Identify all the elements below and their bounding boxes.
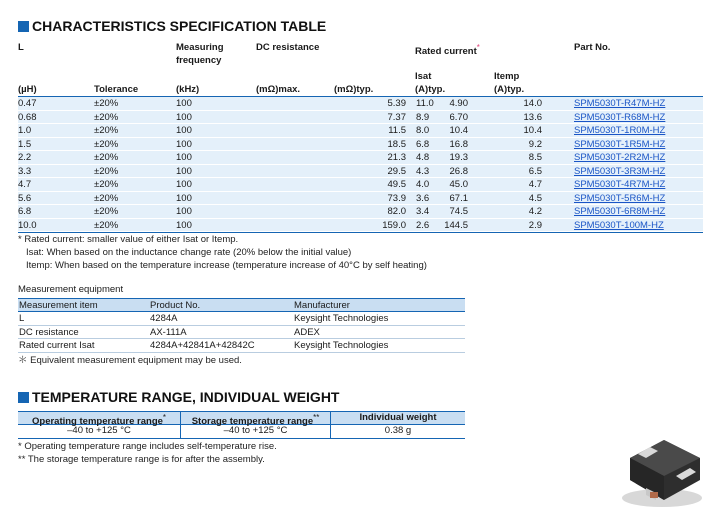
cell-typ: 74.5 — [449, 206, 468, 217]
cell-itemp: 14.0 — [523, 98, 542, 109]
cell-l: 1.5 — [18, 138, 32, 150]
value-storage-temp: –40 to +125 °C — [181, 425, 331, 438]
section-square-icon — [18, 392, 29, 403]
cell-max: 29.5 — [387, 165, 406, 177]
cell-l: 3.3 — [18, 165, 32, 177]
cell-isat: 4.8 — [416, 152, 430, 163]
spec-table — [18, 41, 703, 233]
cell-l: 2.2 — [18, 152, 32, 163]
cell-itemp: 2.9 — [528, 219, 542, 231]
cell-product: 4284A+42841A+42842C — [150, 340, 255, 351]
cell-itemp: 6.5 — [528, 165, 542, 177]
header-storage-temp: Storage temperature range** — [181, 412, 331, 424]
cell-tol: ±20% — [94, 219, 119, 231]
cell-itemp: 9.2 — [528, 138, 542, 150]
cell-tol: ±20% — [94, 206, 119, 217]
cell-typ: 19.3 — [449, 152, 468, 163]
cell-l: 5.6 — [18, 192, 32, 204]
header-tolerance: Tolerance — [94, 84, 139, 95]
measurement-header-item: Measurement item — [19, 300, 98, 311]
cell-max: 49.5 — [387, 179, 406, 190]
cell-isat: 4.0 — [416, 179, 430, 190]
header-frequency-1: Measuring — [176, 42, 224, 53]
part-number-link[interactable]: SPM5030T-4R7M-HZ — [574, 179, 666, 190]
cell-product: 4284A — [150, 313, 178, 324]
table-row — [18, 178, 703, 192]
cell-itemp: 10.4 — [523, 125, 542, 136]
measurement-table — [18, 298, 465, 353]
cell-typ: 45.0 — [449, 179, 468, 190]
cell-freq: 100 — [176, 165, 192, 177]
spec-table-header — [18, 41, 703, 97]
cell-tol: ±20% — [94, 111, 119, 123]
cell-max: 11.5 — [388, 125, 406, 136]
measurement-title: Measurement equipment — [18, 284, 124, 295]
cell-l: 0.68 — [18, 111, 37, 123]
cell-itemp: 4.5 — [528, 192, 542, 204]
table-row — [18, 111, 703, 125]
cell-freq: 100 — [176, 125, 192, 136]
table-row — [18, 339, 465, 353]
header-dc-resistance: DC resistance — [256, 42, 320, 53]
temperature-table — [18, 411, 465, 439]
header-frequency-2: frequency — [176, 55, 222, 66]
cell-freq: 100 — [176, 138, 192, 150]
cell-itemp: 4.7 — [528, 179, 542, 190]
cell-freq: 100 — [176, 111, 192, 123]
cell-product: AX-111A — [150, 326, 187, 338]
measurement-body — [18, 312, 465, 353]
part-number-link[interactable]: SPM5030T-R68M-HZ — [574, 111, 666, 123]
cell-item: L — [19, 313, 25, 324]
cell-max: 159.0 — [382, 219, 406, 231]
cell-tol: ±20% — [94, 192, 119, 204]
header-part-no: Part No. — [574, 42, 611, 53]
measurement-header-maker: Manufacturer — [294, 300, 350, 311]
table-row — [18, 205, 703, 219]
cell-isat: 2.6 — [416, 219, 430, 231]
note-isat: Isat: When based on the inductance change rate (20% below the initial value) — [26, 247, 352, 258]
table-row — [18, 219, 703, 233]
header-l: L — [18, 42, 24, 53]
note-rated-current: * Rated current: smaller value of either Isat or Itemp. — [18, 234, 239, 245]
cell-l: 0.47 — [18, 98, 37, 109]
cell-max: 18.5 — [387, 138, 406, 150]
cell-isat: 8.9 — [416, 111, 430, 123]
cell-tol: ±20% — [94, 179, 119, 190]
cell-isat: 11.0 — [416, 98, 434, 109]
cell-freq: 100 — [176, 206, 192, 217]
spec-table-body — [18, 97, 703, 233]
cell-freq: 100 — [176, 179, 192, 190]
table-row — [18, 312, 465, 326]
note-itemp: Itemp: When based on the temperature increase (temperature increase of 40°C by self heating) — [26, 260, 427, 271]
cell-max: 21.3 — [387, 152, 406, 163]
cell-max: 73.9 — [387, 192, 406, 204]
part-number-link[interactable]: SPM5030T-100M-HZ — [574, 219, 664, 231]
part-number-link[interactable]: SPM5030T-3R3M-HZ — [574, 165, 666, 177]
header-itemp-unit: (A)typ. — [494, 84, 525, 95]
cell-typ: 26.8 — [449, 165, 468, 177]
cell-maker: ADEX — [294, 326, 320, 338]
table-row — [18, 192, 703, 206]
table-row — [18, 151, 703, 165]
table-row — [18, 124, 703, 138]
part-number-link[interactable]: SPM5030T-R47M-HZ — [574, 98, 666, 109]
cell-freq: 100 — [176, 192, 192, 204]
measurement-header — [18, 298, 465, 312]
spec-notes — [18, 233, 427, 272]
table-row — [18, 165, 703, 179]
cell-itemp: 8.5 — [528, 152, 542, 163]
cell-freq: 100 — [176, 219, 192, 231]
cell-l: 4.7 — [18, 179, 32, 190]
part-number-link[interactable]: SPM5030T-2R2M-HZ — [574, 152, 666, 163]
cell-isat: 8.0 — [416, 125, 430, 136]
cell-typ: 16.8 — [449, 138, 468, 150]
cell-max: 7.37 — [387, 111, 406, 123]
note-storage-temp: ** The storage temperature range is for after the assembly. — [18, 454, 265, 465]
cell-itemp: 4.2 — [528, 206, 542, 217]
cell-freq: 100 — [176, 152, 192, 163]
cell-maker: Keysight Technologies — [294, 340, 389, 351]
header-isat: Isat — [415, 71, 432, 82]
cell-typ: 67.1 — [449, 192, 468, 204]
cell-freq: 100 — [176, 98, 192, 109]
value-operating-temp: –40 to +125 °C — [18, 425, 181, 438]
cell-tol: ±20% — [94, 152, 119, 163]
header-itemp: Itemp — [494, 71, 520, 82]
value-weight: 0.38 g — [384, 425, 412, 436]
temperature-header — [18, 412, 465, 428]
part-number-link[interactable]: SPM5030T-1R0M-HZ — [574, 125, 666, 136]
cell-l: 1.0 — [18, 125, 32, 136]
section-square-icon — [18, 21, 29, 32]
cell-itemp: 13.6 — [523, 111, 542, 123]
table-row — [18, 138, 703, 152]
cell-typ: 6.70 — [449, 111, 468, 123]
temp-section-title: TEMPERATURE RANGE, INDIVIDUAL WEIGHT — [18, 389, 340, 405]
temperature-notes — [18, 440, 277, 466]
cell-maker: Keysight Technologies — [294, 313, 389, 324]
header-operating-temp: Operating temperature range* — [18, 412, 181, 424]
measurement-note: ＊ Equivalent measurement equipment may be used. — [18, 355, 242, 366]
measurement-header-product: Product No. — [150, 300, 201, 311]
spec-section-title: CHARACTERISTICS SPECIFICATION TABLE — [18, 18, 326, 34]
cell-l: 10.0 — [18, 219, 37, 231]
header-l-unit: (µH) — [18, 84, 37, 95]
cell-typ: 4.90 — [449, 98, 468, 109]
temperature-values — [18, 425, 465, 438]
note-operating-temp: * Operating temperature range includes self-temperature rise. — [18, 441, 277, 452]
cell-typ: 144.5 — [444, 219, 468, 231]
table-row — [18, 326, 465, 340]
cell-tol: ±20% — [94, 138, 119, 150]
cell-isat: 3.4 — [416, 206, 430, 217]
header-weight: Individual weight — [359, 412, 437, 423]
header-rated-current: Rated current* — [415, 43, 480, 58]
table-row — [18, 97, 703, 111]
part-number-link[interactable]: SPM5030T-5R6M-HZ — [574, 192, 666, 204]
cell-l: 6.8 — [18, 206, 32, 217]
header-dcr-typ: (mΩ)typ. — [334, 84, 374, 95]
part-number-link[interactable]: SPM5030T-6R8M-HZ — [574, 206, 666, 217]
cell-tol: ±20% — [94, 165, 119, 177]
cell-isat: 3.6 — [416, 192, 430, 204]
cell-isat: 6.8 — [416, 138, 430, 150]
cell-typ: 10.4 — [449, 125, 468, 136]
cell-item: Rated current Isat — [19, 340, 95, 351]
cell-max: 5.39 — [387, 98, 406, 109]
inductor-product-image — [616, 432, 704, 510]
cell-item: DC resistance — [19, 326, 79, 338]
cell-max: 82.0 — [387, 206, 406, 217]
cell-tol: ±20% — [94, 98, 119, 109]
header-frequency-unit: (kHz) — [176, 84, 200, 95]
header-dcr-max: (mΩ)max. — [256, 84, 301, 95]
cell-isat: 4.3 — [416, 165, 430, 177]
part-number-link[interactable]: SPM5030T-1R5M-HZ — [574, 138, 666, 150]
header-isat-unit: (A)typ. — [415, 84, 446, 95]
cell-tol: ±20% — [94, 125, 119, 136]
